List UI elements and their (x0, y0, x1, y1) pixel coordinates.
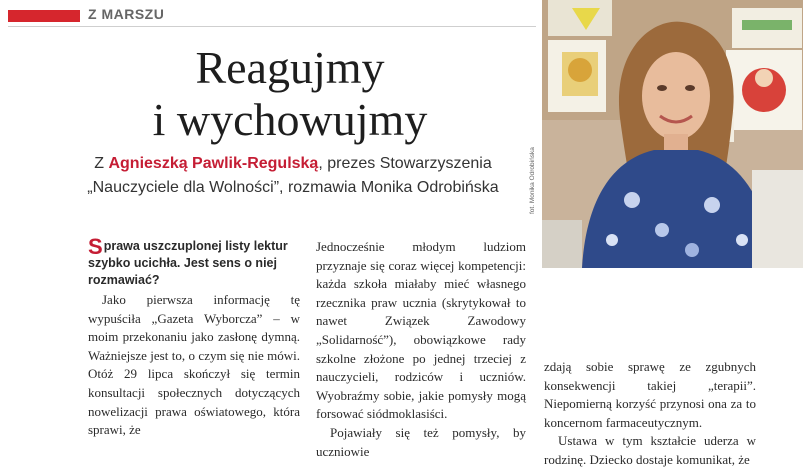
body-column-2 (316, 238, 526, 461)
interviewee-photo (542, 0, 803, 268)
title-line-1: Reagujmy (195, 42, 385, 93)
article-subtitle (70, 152, 516, 200)
header-rule (8, 26, 536, 27)
body-column-3 (544, 358, 756, 470)
dropcap-letter: S (88, 234, 103, 259)
paragraph: Jednocześnie młodym ludziom przyznaje się coraz więcej kompetencji: każda szkoła miałaby mieć własnego rzecznika praw ucznia (skrytykował to nawet Związek Zawodowy „Solidarność”), obowiązkowe rady szkolne złożone po jednej trzeciej z nauczycieli, rodziców i uczniów. Wyobraźmy sobie, jakie pomysły mogą forsować siódmoklasiści. (316, 239, 526, 422)
interviewee-name: Agnieszką Pawlik-Regulską (108, 155, 319, 172)
section-accent-bar (8, 10, 80, 22)
title-line-2: i wychowujmy (152, 94, 428, 145)
section-label: Z MARSZU (88, 6, 165, 22)
paragraph: zdają sobie sprawę ze zgubnych konsekwencji takiej „terapii”. Niepomierną korzyść przynosi ona za to koncernom farmaceutycznym. (544, 359, 756, 430)
lead-question (88, 234, 300, 289)
paragraph: Jako pierwsza informację tę wypuściła „Gazeta Wyborcza” – w moim przekonaniu jako zasłonę dymną. Ważniejsze jest to, o czym się nie mówi. Otóż 29 lipca skończył się termin konsultacji społecznych dotyczących nowelizacji prawa oświatowego, która sprawi, że (88, 292, 300, 438)
subtitle-prefix: Z (94, 155, 109, 172)
body-column-1 (88, 234, 300, 440)
portrait-illustration (542, 0, 803, 268)
lead-text: prawa uszczuplonej listy lektur szybko ucichła. Jest sens o niej rozmawiać? (88, 239, 288, 287)
subtitle-rest: , prezes Stowarzyszenia „Nauczyciele dla Wolności”, rozmawia Monika Odrobińska (87, 155, 499, 196)
article-title (80, 42, 500, 146)
paragraph: Ustawa w tym kształcie uderza w rodzinę. Dziecko dostaje komunikat, że (544, 433, 756, 467)
paragraph: Pojawiały się też pomysły, by uczniowie (316, 424, 526, 459)
photo-credit: fot. Monika Odrobińska (529, 147, 536, 214)
